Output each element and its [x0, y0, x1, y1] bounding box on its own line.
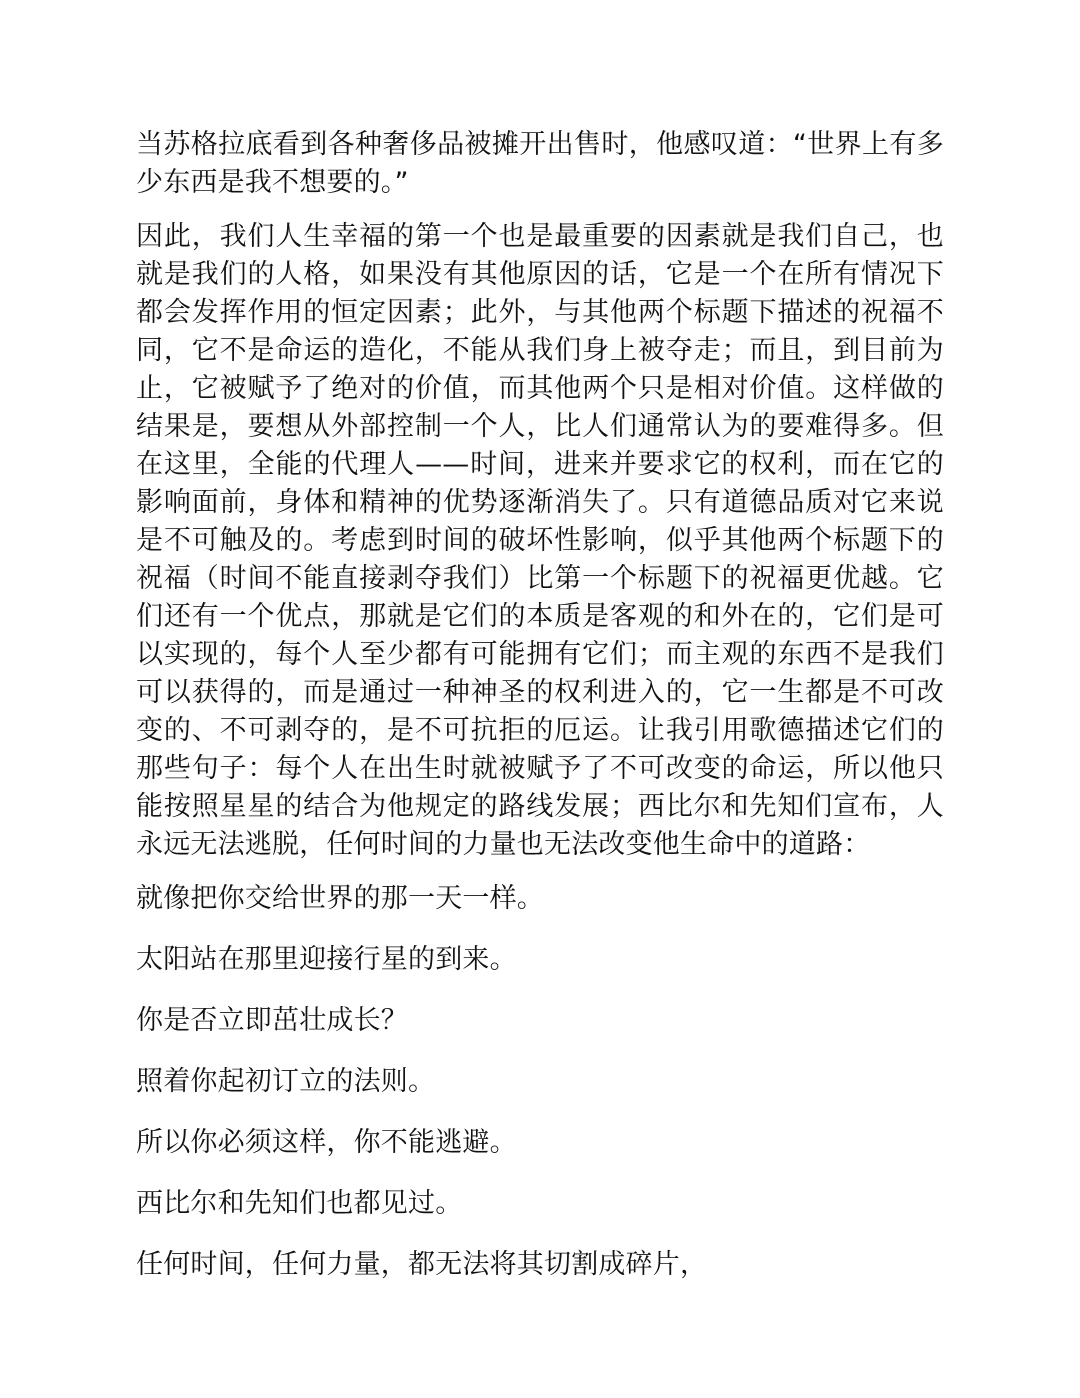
paragraph-socrates: 当苏格拉底看到各种奢侈品被摊开出售时，他感叹道：“世界上有多少东西是我不想要的。”	[136, 129, 944, 198]
poem-line: 你是否立即茁壮成长？	[136, 1005, 408, 1036]
poem-line: 太阳站在那里迎接行星的到来。	[136, 944, 517, 975]
document-page	[136, 126, 944, 1307]
poem-line: 所以你必须这样，你不能逃避。	[136, 1127, 517, 1158]
paragraph-personality: 因此，我们人生幸福的第一个也是最重要的因素就是我们自己，也就是我们的人格，如果没有其他原因的话，它是一个在所有情况下都会发挥作用的恒定因素；此外，与其他两个标题下描述的祝福不同，它不是命运的造化，不能从我们身上被夺走；而且，到目前为止，它被赋予了绝对的价值，而其他两个只是相对价值。这样做的结果是，要想从外部控制一个人，比人们通常认为的要难得多。但在这里，全能的代理人——时间，进来并要求它的权利，而在它的影响面前，身体和精神的优势逐渐消失了。只有道德品质对它来说是不可触及的。考虑到时间的破坏性影响，似乎其他两个标题下的祝福（时间不能直接剥夺我们）比第一个标题下的祝福更优越。它们还有一个优点，那就是它们的本质是客观的和外在的，它们是可以实现的，每个人至少都有可能拥有它们；而主观的东西不是我们可以获得的，而是通过一种神圣的权利进入的，它一生都是不可改变的、不可剥夺的，是不可抗拒的厄运。让我引用歌德描述它们的那些句子：每个人在出生时就被赋予了不可改变的命运，所以他只能按照星星的结合为他规定的路线发展；西比尔和先知们宣布，人永远无法逃脱，任何时间的力量也无法改变他生命中的道路：	[136, 221, 944, 860]
poem-block	[136, 880, 944, 1284]
poem-line: 照着你起初订立的法则。	[136, 1066, 436, 1097]
poem-line: 西比尔和先知们也都见过。	[136, 1188, 463, 1219]
poem-line: 就像把你交给世界的那一天一样。	[136, 883, 544, 914]
poem-line: 任何时间，任何力量，都无法将其切割成碎片，	[136, 1249, 708, 1280]
